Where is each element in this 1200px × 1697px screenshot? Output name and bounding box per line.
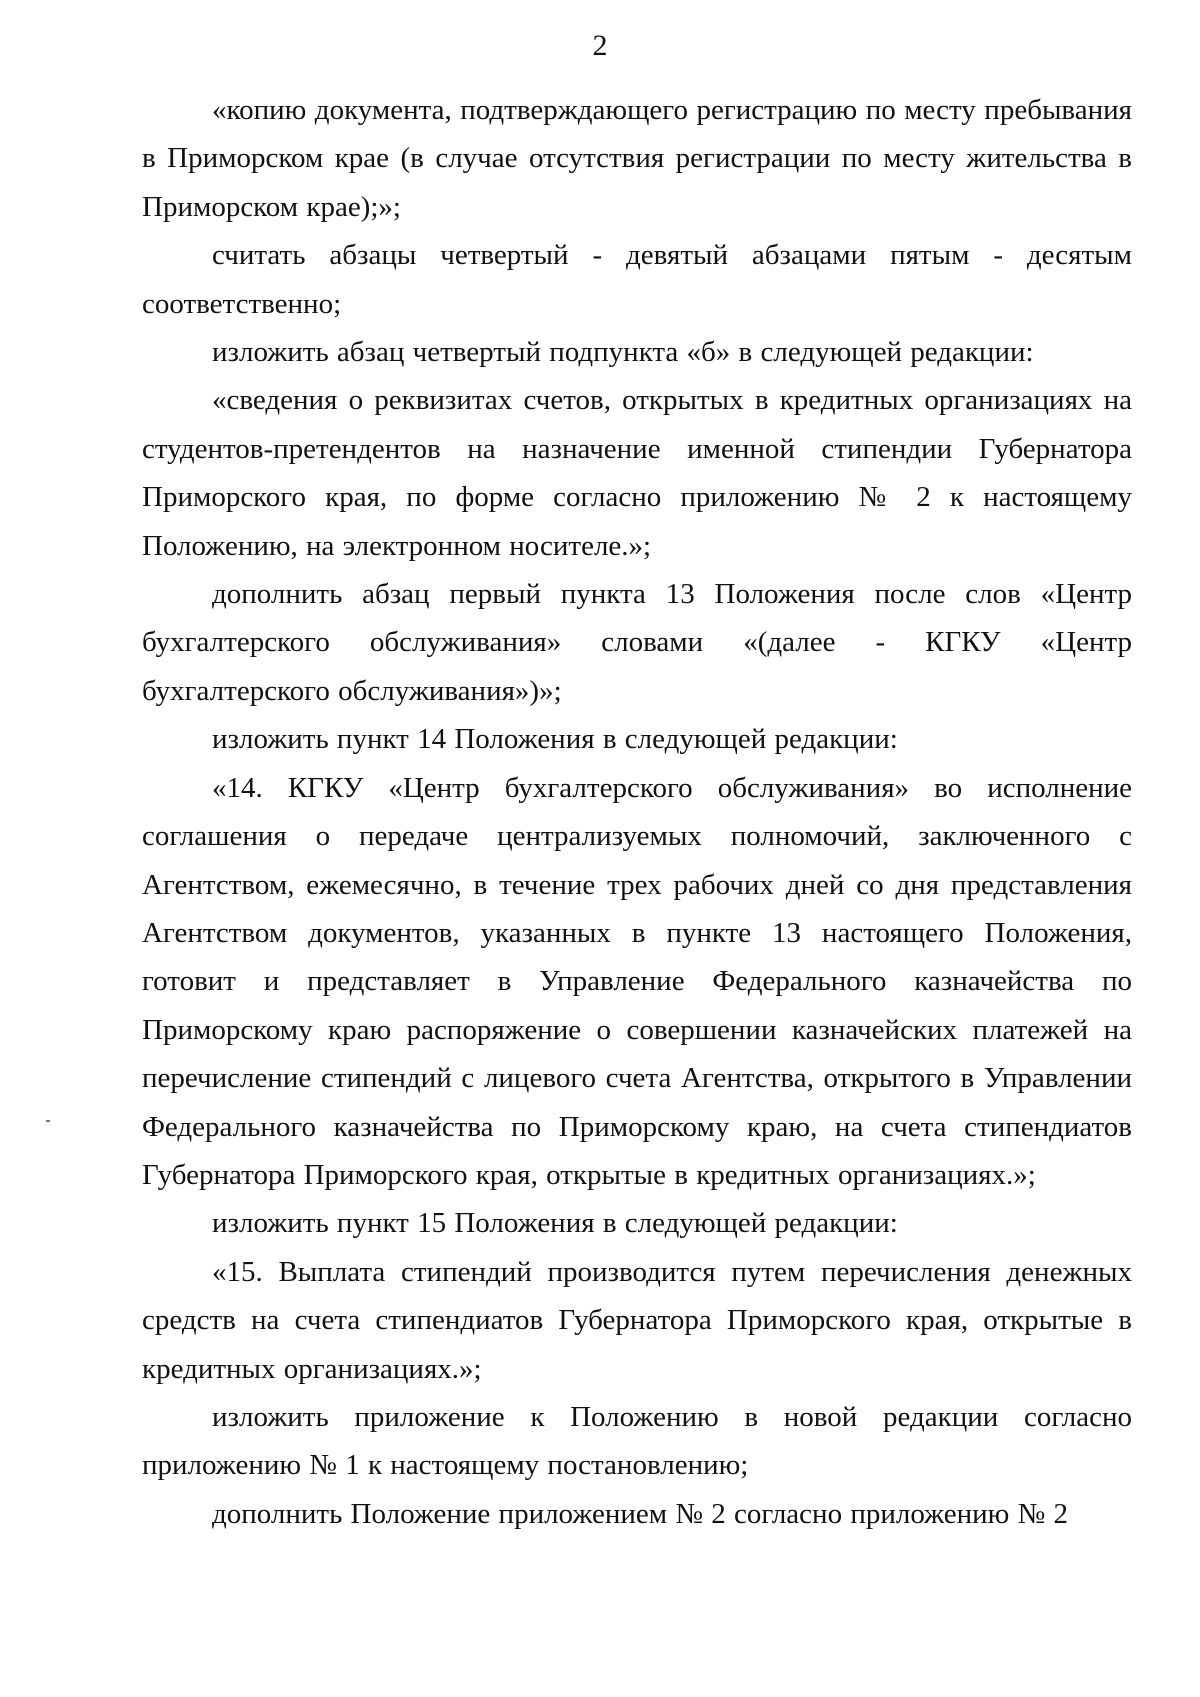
paragraph-11: дополнить Положение приложением № 2 согласно приложению № 2 <box>212 1497 1069 1530</box>
paragraph-6: изложить пункт 14 Положения в следующей редакции: <box>212 723 898 756</box>
paragraph-1: «копию документа, подтверждающего регистрацию по месту пребывания в Приморском крае (в случае отсутствия регистрации по месту жительства в Приморском крае);»; <box>142 94 1132 223</box>
paragraph-5: дополнить абзац первый пункта 13 Положения после слов «Центр бухгалтерского обслуживания» словами «(далее - КГКУ «Центр бухгалтерского обслуживания»)»; <box>142 578 1132 707</box>
paragraph-8: изложить пункт 15 Положения в следующей редакции: <box>212 1207 898 1240</box>
paragraph-7: «14. КГКУ «Центр бухгалтерского обслуживания» во исполнение соглашения о передаче централизуемых полномочий, заключенного с Агентством, ежемесячно, в течение трех рабочих дней со дня представления Агентством документов, указанных в пункте 13 настоящего Положения, готовит и представляет в Управление Федерального казначейства по Приморскому краю распоряжение о совершении казначейских платежей на перечисление стипендий с лицевого счета Агентства, открытого в Управлении Федерального казначейства по Приморскому краю, на счета стипендиатов Губернатора Приморского края, открытые в кредитных организациях.»; <box>142 771 1132 1191</box>
scan-speck <box>46 1120 50 1122</box>
paragraph-9: «15. Выплата стипендий производится путем перечисления денежных средств на счета стипендиатов Губернатора Приморского края, открытые в кредитных организациях.»; <box>142 1255 1132 1385</box>
page-number: 2 <box>592 29 608 62</box>
paragraph-3: изложить абзац четвертый подпункта «б» в следующей редакции: <box>212 336 1034 369</box>
paragraph-2: считать абзацы четвертый - девятый абзацами пятым - десятым соответственно; <box>142 239 1132 320</box>
paragraph-4: «сведения о реквизитах счетов, открытых в кредитных организациях на студентов-претендентов на назначение именной стипендии Губернатора Приморского края, по форме согласно приложению № 2 к настоящему Положению, на электронном носителе.»; <box>142 384 1132 562</box>
paragraph-10: изложить приложение к Положению в новой редакции согласно приложению № 1 к настоящему постановлению; <box>142 1400 1132 1482</box>
document-body <box>142 86 1132 1538</box>
